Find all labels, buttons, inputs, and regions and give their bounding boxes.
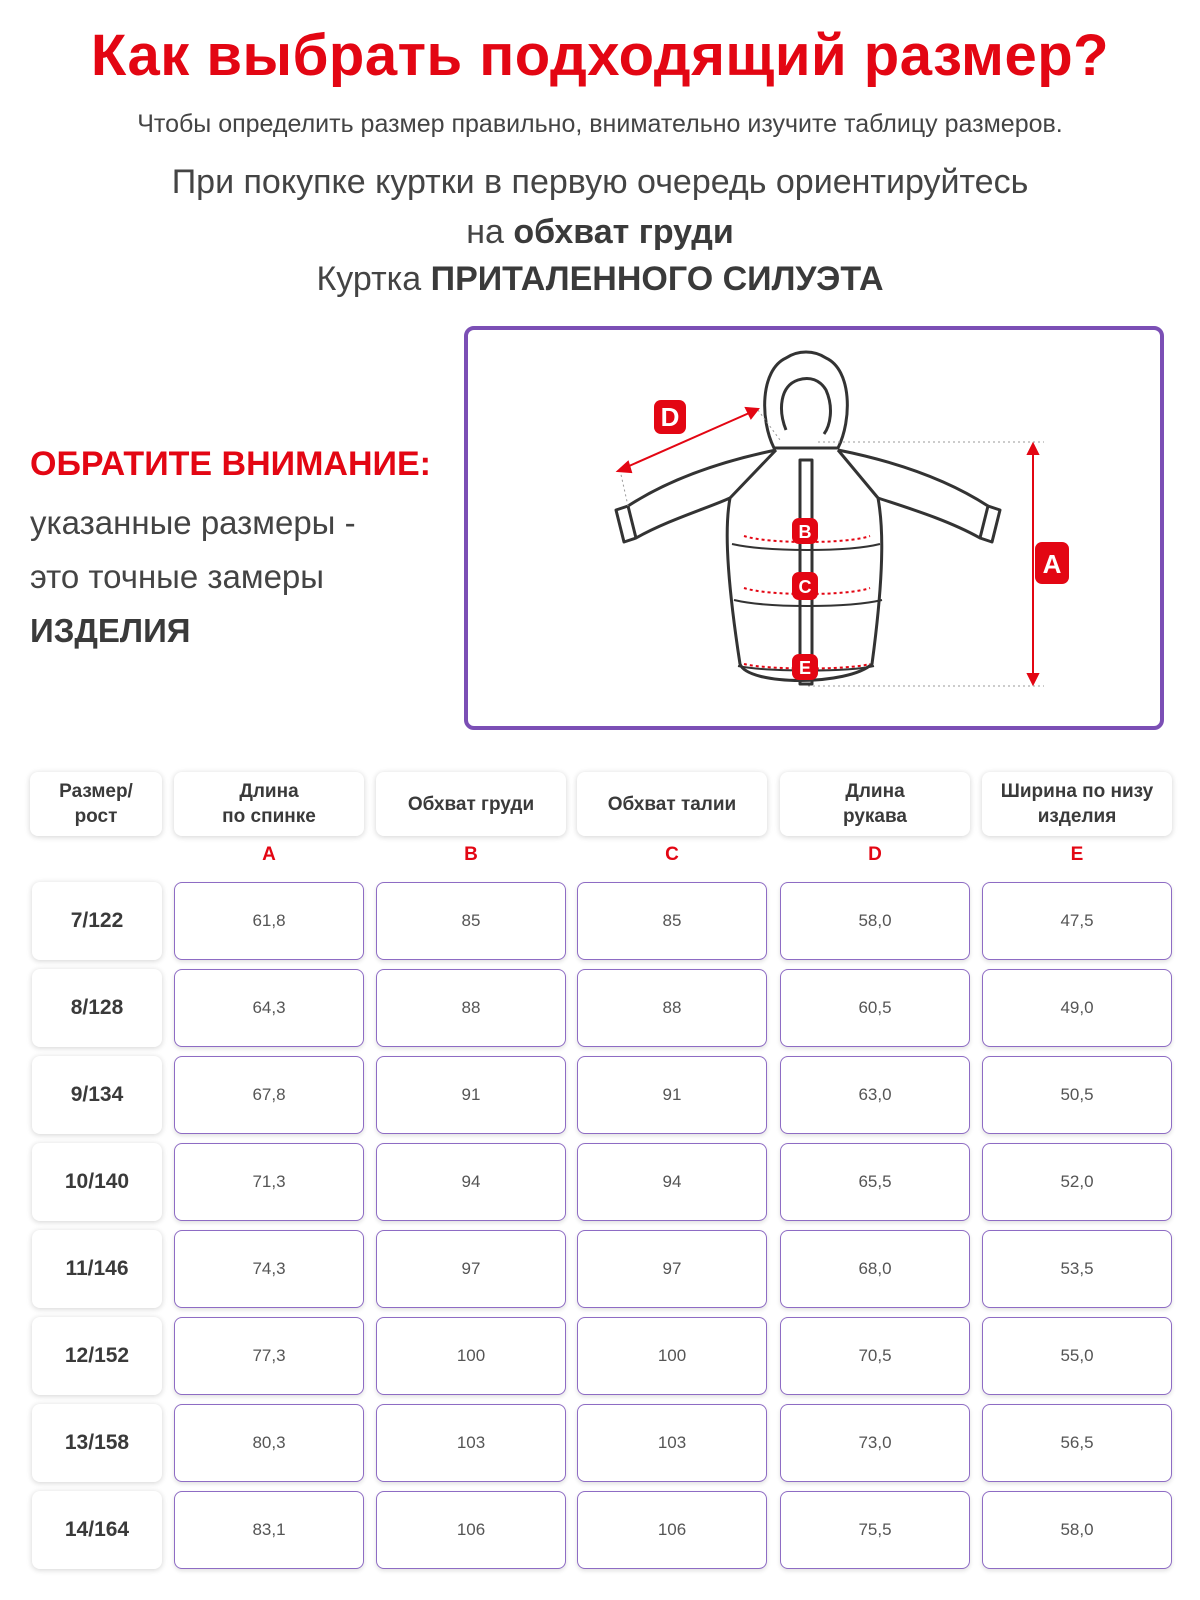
table-cell: 52,0 — [982, 1143, 1172, 1221]
right-sleeve — [838, 450, 988, 538]
col-header-chest: Обхват груди — [376, 772, 566, 836]
attention-note — [30, 445, 450, 658]
table-cell: 60,5 — [780, 969, 970, 1047]
guide-lines — [620, 410, 1044, 686]
subtitle-silhouette-bold: ПРИТАЛЕННОГО СИЛУЭТА — [430, 260, 884, 298]
col-letter-b: B — [464, 844, 478, 865]
badge-c-text: C — [798, 577, 812, 597]
badge-a-text: A — [1042, 549, 1062, 579]
subtitle-chest-bold: обхват груди — [513, 213, 734, 251]
table-cell: 103 — [577, 1404, 767, 1482]
table-cell: 83,1 — [174, 1491, 364, 1569]
hood — [765, 352, 848, 448]
table-row-size: 10/140 — [32, 1143, 162, 1221]
table-cell: 67,8 — [174, 1056, 364, 1134]
quilt-line-2 — [734, 600, 882, 606]
table-row-size: 14/164 — [32, 1491, 162, 1569]
attention-heading: ОБРАТИТЕ ВНИМАНИЕ: — [30, 445, 431, 483]
table-cell: 50,5 — [982, 1056, 1172, 1134]
col-header-hem-width: Ширина по низу изделия — [982, 772, 1172, 836]
table-cell: 100 — [577, 1317, 767, 1395]
badge-d-text: D — [660, 402, 680, 432]
left-sleeve — [628, 450, 776, 538]
table-row-size: 8/128 — [32, 969, 162, 1047]
col-header-back-length: Длина по спинке — [174, 772, 364, 836]
table-cell: 70,5 — [780, 1317, 970, 1395]
attention-line3: ИЗДЕЛИЯ — [30, 612, 191, 649]
table-cell: 61,8 — [174, 882, 364, 960]
table-cell: 97 — [577, 1230, 767, 1308]
table-cell: 47,5 — [982, 882, 1172, 960]
table-cell: 80,3 — [174, 1404, 364, 1482]
table-cell: 100 — [376, 1317, 566, 1395]
table-cell: 91 — [376, 1056, 566, 1134]
col-letter-d: D — [868, 844, 882, 865]
table-cell: 77,3 — [174, 1317, 364, 1395]
col-header-size: Размер/ рост — [30, 772, 162, 836]
table-cell: 94 — [577, 1143, 767, 1221]
measurement-dashes — [744, 536, 870, 669]
table-cell: 63,0 — [780, 1056, 970, 1134]
badge-e — [792, 654, 818, 680]
table-cell: 68,0 — [780, 1230, 970, 1308]
table-cell: 106 — [376, 1491, 566, 1569]
table-cell: 49,0 — [982, 969, 1172, 1047]
table-cell: 56,5 — [982, 1404, 1172, 1482]
badge-b — [792, 518, 818, 544]
table-cell: 88 — [577, 969, 767, 1047]
table-cell: 106 — [577, 1491, 767, 1569]
col-header-waist: Обхват талии — [577, 772, 767, 836]
table-cell: 58,0 — [982, 1491, 1172, 1569]
table-cell: 53,5 — [982, 1230, 1172, 1308]
subtitle-chest-prefix: на — [466, 213, 514, 251]
table-row-size: 7/122 — [32, 882, 162, 960]
subtitle-chest-line2 — [0, 207, 1200, 257]
col-letter-e: E — [1070, 844, 1084, 865]
col-header-sleeve: Длина рукава — [780, 772, 970, 836]
jacket-diagram — [468, 330, 1160, 726]
hood-opening — [782, 378, 831, 434]
table-row-size: 12/152 — [32, 1317, 162, 1395]
col-letter-c: C — [665, 844, 679, 865]
guide-cuff — [620, 470, 628, 506]
subtitle-silhouette — [0, 260, 1200, 299]
attention-line2: это точные замеры — [30, 558, 325, 595]
table-row-size: 11/146 — [32, 1230, 162, 1308]
table-cell: 88 — [376, 969, 566, 1047]
table-cell: 73,0 — [780, 1404, 970, 1482]
table-cell: 94 — [376, 1143, 566, 1221]
table-cell: 71,3 — [174, 1143, 364, 1221]
jacket-body — [727, 450, 882, 681]
subtitle-chest-line1: При покупке куртки в первую очередь ориентируйтесь — [171, 163, 1029, 201]
table-cell: 85 — [376, 882, 566, 960]
table-row-size: 9/134 — [32, 1056, 162, 1134]
col-letter-a: A — [262, 844, 276, 865]
page-title: Как выбрать подходящий размер? — [90, 23, 1110, 88]
badge-e-text: E — [798, 658, 812, 678]
table-cell: 55,0 — [982, 1317, 1172, 1395]
quilt-line-1 — [732, 544, 880, 550]
table-cell: 97 — [376, 1230, 566, 1308]
badge-b-text: B — [798, 522, 812, 542]
jacket-diagram-frame — [464, 326, 1164, 730]
table-cell: 91 — [577, 1056, 767, 1134]
badge-c — [792, 572, 818, 600]
table-cell: 65,5 — [780, 1143, 970, 1221]
arrow-d-head-left — [618, 462, 631, 472]
badge-a — [1035, 542, 1069, 584]
badge-d — [654, 400, 686, 434]
attention-line1: указанные размеры - — [30, 504, 356, 541]
subtitle-chest-note — [0, 157, 1200, 257]
arrow-d-head-right — [746, 408, 758, 418]
table-cell: 103 — [376, 1404, 566, 1482]
subtitle-instructions: Чтобы определить размер правильно, внимательно изучите таблицу размеров. — [137, 110, 1063, 138]
table-cell: 64,3 — [174, 969, 364, 1047]
table-cell: 74,3 — [174, 1230, 364, 1308]
arrow-a-head-bottom — [1028, 674, 1038, 684]
arrow-a-head-top — [1028, 444, 1038, 454]
subtitle-silhouette-prefix: Куртка — [316, 260, 431, 298]
table-cell: 75,5 — [780, 1491, 970, 1569]
table-cell: 85 — [577, 882, 767, 960]
table-row-size: 13/158 — [32, 1404, 162, 1482]
table-cell: 58,0 — [780, 882, 970, 960]
